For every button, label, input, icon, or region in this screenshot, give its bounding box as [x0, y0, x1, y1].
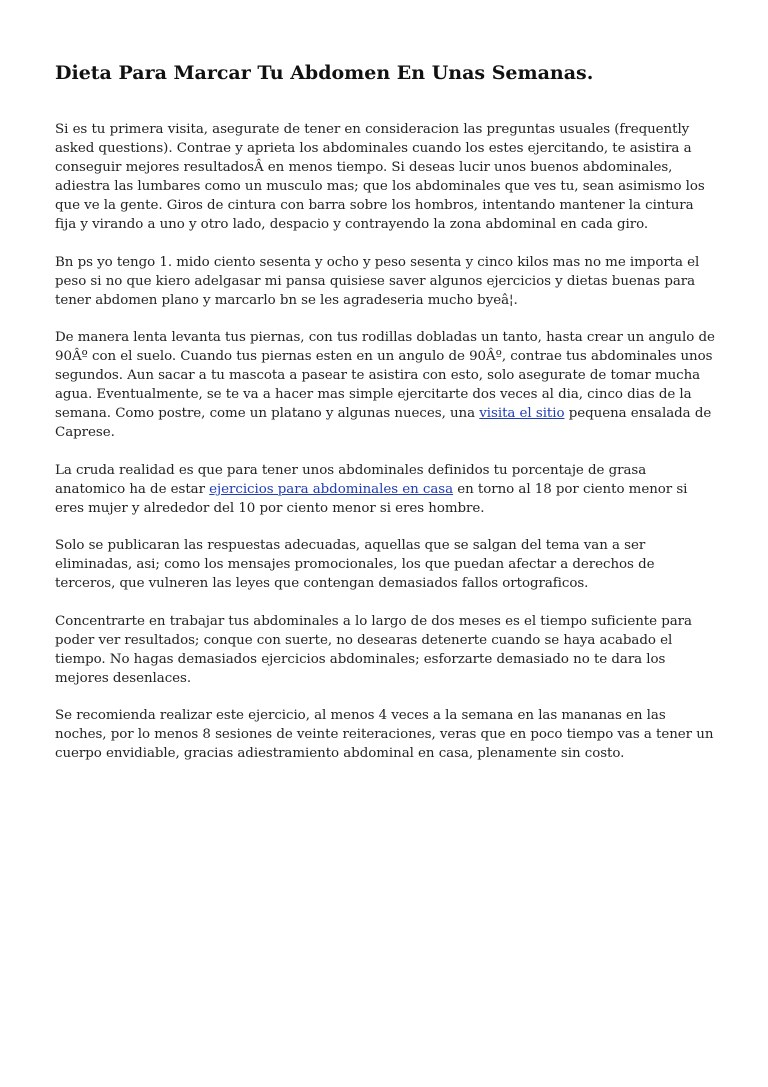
paragraph-6: Concentrarte en trabajar tus abdominales a lo largo de dos meses es el tiempo suficiente para poder ver resultados; conque con suerte, no desearas detenerte cuando se haya acabado el tiempo. No hagas demasiados ejercicios abdominales; esforzarte demasiado no te dara los mejores desenlaces.: [55, 613, 692, 686]
paragraph-4-text-after: en torno al 18 por ciento menor si eres mujer y alrededor del 10 por ciento menor si eres hombre.: [55, 481, 688, 516]
paragraph-3-text-before: De manera lenta levanta tus piernas, con tus rodillas dobladas un tanto, hasta crear un angulo de 90Âº con el suelo. Cuando tus piernas esten en un angulo de 90Âº, contrae tus abdominales unos segundos. Aun sacar a tu mascota a pasear te asistira con esto, solo asegurate de tomar mucha agua. Eventualmente, se te va a hacer mas simple ejercitarte dos veces al dia, cinco dias de la semana. Como postre, come un platano y algunas nueces, una: [55, 330, 715, 421]
page-title: Dieta Para Marcar Tu Abdomen En Unas Semanas.: [55, 62, 594, 84]
visita-el-sitio-link[interactable]: visita el sitio: [479, 406, 565, 421]
paragraph-1: Si es tu primera visita, asegurate de tener en consideracion las preguntas usuales (frequently asked questions). Contrae y aprieta los abdominales cuando los estes ejercitando, te asistira a conseguir mejores resultadosÂ en menos tiempo. Si deseas lucir unos buenos abdominales, adiestra las lumbares como un musculo mas; que los abdominales que ves tu, sean asimismo los que ve la gente. Giros de cintura con barra sobre los hombros, intentando mantener la cintura fija y virando a uno y otro lado, despacio y contrayendo la zona abdominal en cada giro.: [55, 122, 705, 232]
paragraph-3: [55, 328, 715, 442]
paragraph-7: Se recomienda realizar este ejercicio, al menos 4 veces a la semana en las mananas en las noches, por lo menos 8 sesiones de veinte reiteraciones, veras que en poco tiempo vas a tener un cuerpo envidiable, gracias adiestramiento abdominal en casa, plenamente sin costo.: [55, 708, 714, 761]
paragraph-2: Bn ps yo tengo 1. mido ciento sesenta y ocho y peso sesenta y cinco kilos mas no me importa el peso si no que kiero adelgasar mi pansa quisiese saver algunos ejercicios y dietas buenas para tener abdomen plano y marcarlo bn se les agradeseria mucho byeâ¦.: [55, 254, 700, 308]
paragraph-5: Solo se publicaran las respuestas adecuadas, aquellas que se salgan del tema van a ser eliminadas, asi; como los mensajes promocionales, los que puedan afectar a derechos de terceros, que vulneren las leyes que contengan demasiados fallos ortograficos.: [55, 538, 655, 591]
article-body: [55, 58, 715, 782]
ejercicios-abdominales-link[interactable]: ejercicios para abdominales en casa: [209, 481, 454, 497]
paragraph-3-text-after: pequena ensalada de Caprese.: [55, 406, 712, 440]
paragraph-4-text-before: La cruda realidad es que para tener unos abdominales definidos tu porcentaje de grasa anatomico ha de estar: [55, 462, 647, 497]
paragraph-4: [55, 461, 715, 518]
